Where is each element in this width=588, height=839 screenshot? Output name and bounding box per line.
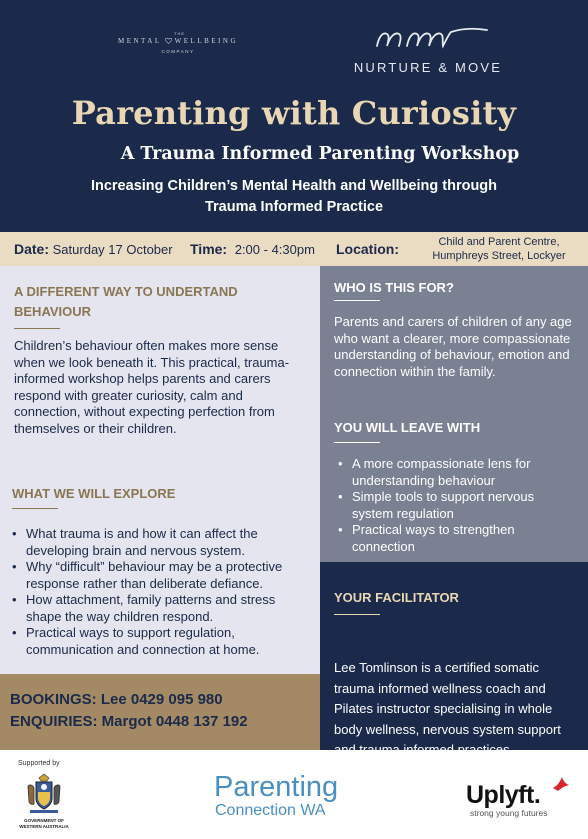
explore-list bbox=[12, 526, 310, 658]
footer-sponsors bbox=[0, 750, 588, 839]
list-item: • Practical ways to strengthen connection bbox=[338, 522, 574, 555]
right-column-who bbox=[320, 266, 588, 562]
bookings-line: BOOKINGS: Lee 0429 095 980 bbox=[10, 691, 223, 708]
who-text: Parents and carers of children of any age who want a clearer, more compassionate understanding of behaviour, emotion and connection within the family. bbox=[334, 314, 572, 379]
nm-name: NURTURE & MOVE bbox=[353, 60, 503, 75]
mwc-the: THE bbox=[174, 31, 185, 36]
nm-script-mark-icon bbox=[363, 22, 493, 52]
facilitator-heading: YOUR FACILITATOR bbox=[334, 590, 459, 605]
time-label: Time: bbox=[190, 241, 228, 257]
list-item: • How attachment, family patterns and stress shape the way children respond. bbox=[12, 592, 310, 625]
enquiries-line: ENQUIRIES: Margot 0448 137 192 bbox=[10, 713, 248, 730]
list-item: • Practical ways to support regulation, communication and connection at home. bbox=[12, 625, 310, 658]
different-way-heading bbox=[14, 282, 294, 322]
pc-line-2: Connection WA bbox=[215, 802, 326, 819]
tagline-line-1: Increasing Children’s Mental Health and Wellbeing through bbox=[90, 178, 498, 194]
location-line-1: Child and Parent Centre, bbox=[438, 236, 560, 248]
mwc-company: COMPANY bbox=[161, 49, 195, 54]
uplyft-name: Uplyft. bbox=[466, 781, 541, 809]
gov-line-2: WESTERN AUSTRALIA bbox=[19, 823, 69, 829]
mental-wellbeing-company-logo bbox=[118, 31, 238, 54]
list-item: • Simple tools to support nervous system regulation bbox=[338, 489, 574, 522]
tagline bbox=[50, 176, 538, 218]
list-item: • A more compassionate lens for understanding behaviour bbox=[338, 456, 574, 489]
location-line-2: Humphreys Street, Lockyer bbox=[432, 250, 566, 262]
bookings-panel bbox=[0, 674, 320, 750]
mwc-mental: MENTAL bbox=[118, 37, 162, 45]
tagline-line-2: Trauma Informed Practice bbox=[204, 199, 384, 215]
different-way-heading-line-2: BEHAVIOUR bbox=[14, 304, 92, 319]
heart-icon bbox=[165, 36, 172, 46]
list-item: • Why “difficult” behaviour may be a protective response rather than deliberate defiance. bbox=[12, 559, 310, 592]
divider bbox=[334, 300, 380, 301]
uplyft-bird-icon bbox=[552, 776, 570, 792]
pc-line-1: Parenting bbox=[214, 771, 339, 803]
who-heading: WHO IS THIS FOR? bbox=[334, 280, 454, 295]
date-info bbox=[14, 241, 173, 257]
facilitator-panel bbox=[320, 562, 588, 750]
time-info bbox=[190, 241, 315, 257]
location-label: Location: bbox=[336, 241, 399, 257]
different-way-heading-line-1: A DIFFERENT WAY TO UNDERTAND bbox=[14, 284, 238, 299]
event-info-bar bbox=[0, 232, 588, 266]
header-banner bbox=[0, 0, 588, 232]
parenting-connection-logo bbox=[214, 772, 374, 820]
time-value: 2:00 - 4:30pm bbox=[234, 242, 315, 257]
supported-by-label: Supported by bbox=[18, 760, 60, 767]
left-column bbox=[0, 266, 320, 674]
uplyft-tagline: strong young futures bbox=[470, 808, 548, 818]
different-way-text: Children’s behaviour often makes more sense when we look beneath it. This practical, trauma-informed workshop helps parents and carers respond with greater curiosity, calm and connection, without expecting perfection from themselves or their children. bbox=[14, 338, 290, 436]
nurture-move-logo bbox=[348, 22, 508, 75]
location-value bbox=[424, 235, 574, 263]
divider bbox=[12, 508, 58, 509]
divider bbox=[334, 442, 380, 443]
gov-line-1: GOVERNMENT OF bbox=[24, 818, 64, 823]
wa-government-crest-icon bbox=[22, 772, 66, 816]
explore-heading: WHAT WE WILL EXPLORE bbox=[12, 486, 176, 501]
leave-list bbox=[338, 456, 574, 555]
location-info bbox=[336, 241, 399, 257]
divider bbox=[334, 614, 380, 615]
facilitator-bio: Lee Tomlinson is a certified somatic trauma informed wellness coach and Pilates instructor specialising in whole body wellness, nervous system support bbox=[334, 660, 561, 737]
gov-wa-label bbox=[14, 818, 74, 829]
list-item: • What trauma is and how it can affect the developing brain and nervous system. bbox=[12, 526, 310, 559]
page-title: Parenting with Curiosity bbox=[71, 94, 517, 132]
leave-heading: YOU WILL LEAVE WITH bbox=[334, 420, 481, 435]
date-value: Saturday 17 October bbox=[52, 242, 173, 257]
mwc-wellbeing: WELLBEING bbox=[174, 37, 238, 45]
date-label: Date: bbox=[14, 241, 50, 257]
divider bbox=[14, 328, 60, 329]
uplyft-logo bbox=[466, 782, 576, 818]
page-subtitle: A Trauma Informed Parenting Workshop bbox=[120, 144, 520, 164]
